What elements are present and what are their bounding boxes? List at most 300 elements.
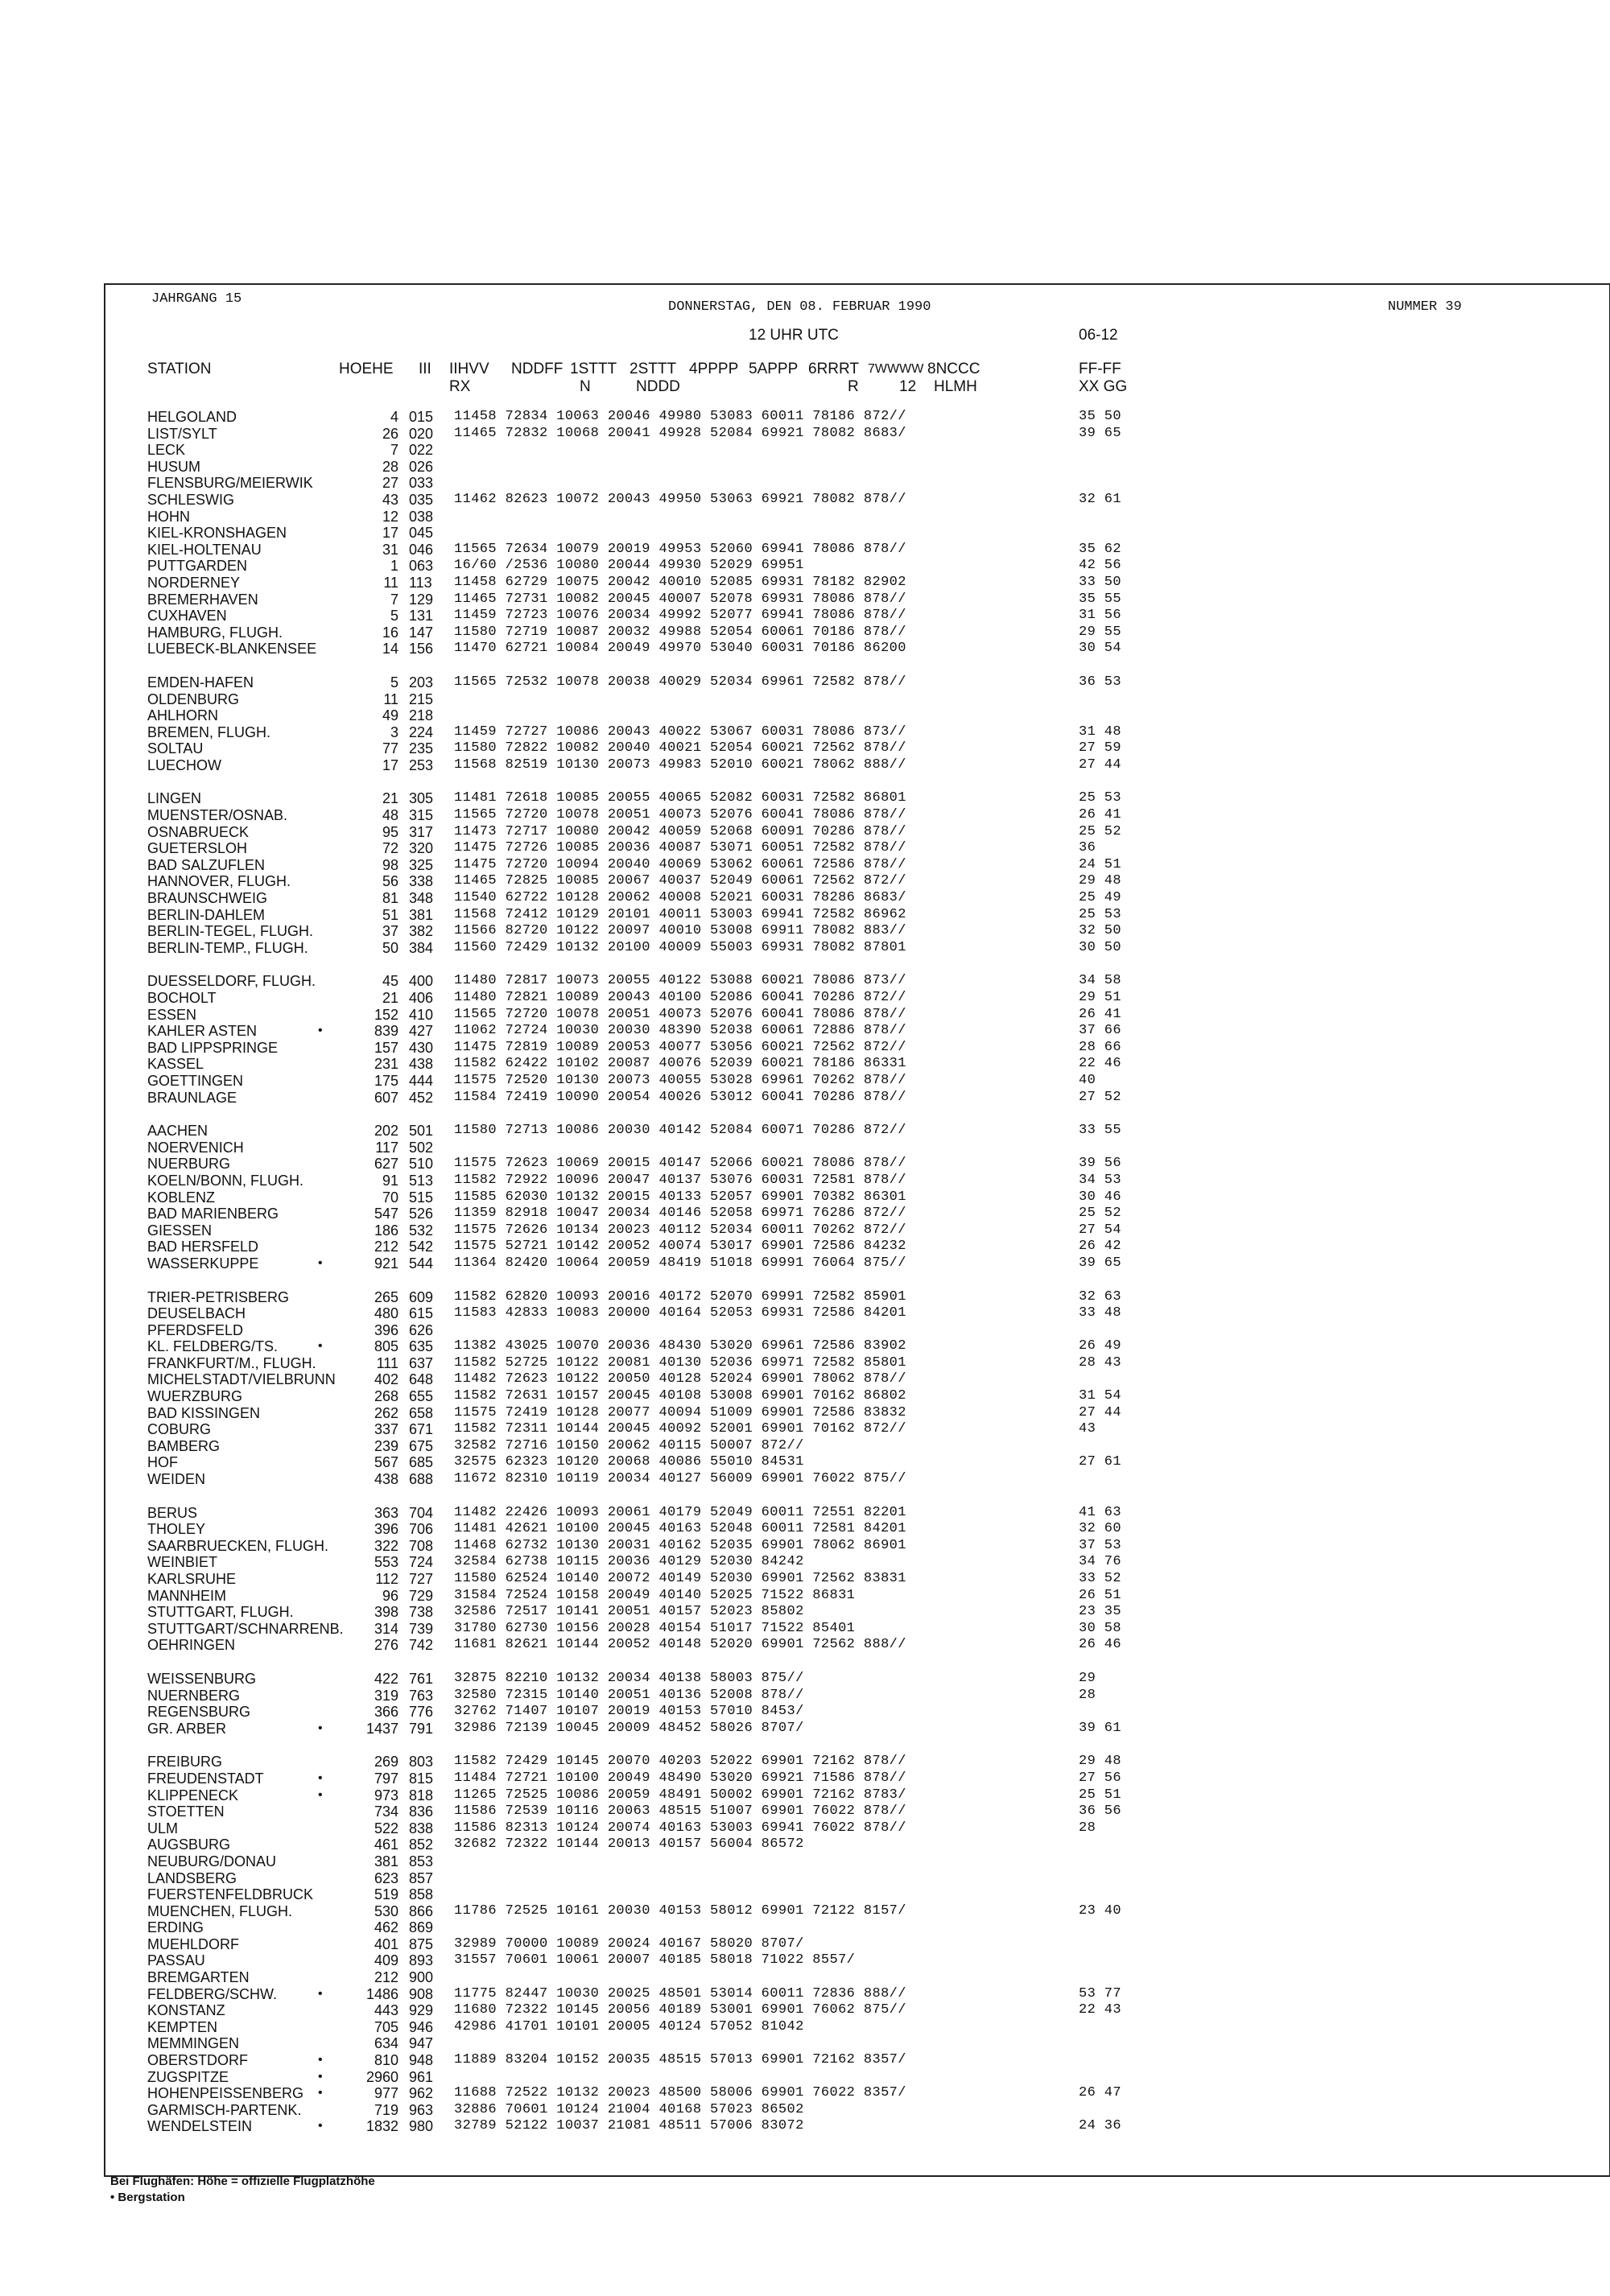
station-number: 317 <box>409 823 434 840</box>
wind-gust-groups: 29 51 <box>1079 990 1122 1005</box>
table-row <box>0 707 1610 724</box>
station-name: NUERNBERG <box>147 1687 241 1704</box>
table-row <box>0 1803 1610 1820</box>
station-height: 11 <box>383 574 398 591</box>
wind-gust-groups: 28 43 <box>1079 1354 1122 1371</box>
wind-gust-groups: 25 53 <box>1079 790 1122 806</box>
table-row <box>0 1388 1610 1405</box>
station-number: 763 <box>409 1687 434 1704</box>
station-height: 4 <box>390 409 398 425</box>
station-name: FELDBERG/SCHW. <box>147 1985 278 2002</box>
station-number: 526 <box>409 1206 434 1222</box>
station-name: AUGSBURG <box>147 1836 231 1853</box>
station-number: 776 <box>409 1704 434 1721</box>
wind-gust-groups: 35 55 <box>1079 591 1122 607</box>
observation-groups: 11575 72623 10069 20015 40147 52066 60021 78086 878// <box>454 1156 906 1172</box>
wind-gust-groups: 24 51 <box>1079 856 1122 872</box>
observation-groups: 11459 72723 10076 20034 49992 52077 69941 78086 878// <box>454 608 906 624</box>
table-row <box>0 674 1610 691</box>
station-name: SAARBRUECKEN, FLUGH. <box>147 1537 329 1554</box>
station-name: HELGOLAND <box>147 409 237 425</box>
col-rx: RX <box>449 378 471 395</box>
wind-gust-groups: 41 63 <box>1079 1504 1122 1520</box>
observation-groups: 32575 62323 10120 20068 40086 55010 84531 <box>454 1454 804 1470</box>
col-r: R <box>848 378 859 395</box>
table-row <box>0 592 1610 608</box>
observation-groups: 11484 72721 10100 20049 48490 53020 69921 71586 878// <box>454 1770 906 1786</box>
wind-gust-groups: 26 47 <box>1079 2085 1122 2101</box>
observation-groups: 31557 70601 10061 20007 40185 58018 71022 8557/ <box>454 1952 856 1968</box>
wind-gust-groups: 28 <box>1079 1820 1096 1836</box>
station-name: BRAUNSCHWEIG <box>147 890 268 907</box>
station-height: 381 <box>374 1853 398 1869</box>
station-name: KOELN/BONN, FLUGH. <box>147 1172 304 1189</box>
observation-groups: 32682 72322 10144 20013 40157 56004 86572 <box>454 1836 804 1853</box>
station-name: BERLIN-DAHLEM <box>147 906 266 923</box>
wind-gust-groups: 22 43 <box>1079 2002 1122 2018</box>
station-number: 609 <box>409 1288 434 1305</box>
station-height: 409 <box>374 1952 398 1969</box>
station-height: 567 <box>374 1454 398 1471</box>
station-number: 962 <box>409 2085 434 2102</box>
observation-groups: 11475 72819 10089 20053 40077 53056 60021 72562 872// <box>454 1039 906 1055</box>
station-height: 112 <box>375 1571 398 1587</box>
station-height: 14 <box>382 641 398 657</box>
station-name: KIEL-KRONSHAGEN <box>147 525 287 542</box>
station-number: 430 <box>409 1039 434 1056</box>
station-height: 839 <box>374 1023 398 1040</box>
station-name: LUEBECK-BLANKENSEE <box>147 641 317 657</box>
station-height: 973 <box>374 1787 398 1803</box>
station-height: 49 <box>382 707 398 724</box>
station-number: 113 <box>409 574 432 591</box>
table-row <box>0 1604 1610 1621</box>
observation-groups: 11786 72525 10161 20030 40153 58012 69901 72122 8157/ <box>454 1902 906 1919</box>
table-row <box>0 1538 1610 1555</box>
table-row <box>0 1438 1610 1455</box>
table-row <box>0 1505 1610 1522</box>
station-name: BREMGARTEN <box>147 1969 250 1986</box>
table-row <box>0 1056 1610 1073</box>
wind-gust-groups: 34 58 <box>1079 973 1122 989</box>
station-height: 77 <box>382 740 398 757</box>
station-name: CUXHAVEN <box>147 608 227 624</box>
table-row <box>0 1986 1610 2003</box>
station-height: 17 <box>382 756 398 773</box>
mountain-station-marker: • <box>318 1339 323 1354</box>
station-height: 12 <box>382 508 398 525</box>
station-height: 269 <box>374 1754 398 1770</box>
station-number: 215 <box>409 690 434 707</box>
observation-groups: 11582 52725 10122 20081 40130 52036 69971 72582 85801 <box>454 1354 906 1371</box>
col-hlmh: HLMH <box>934 378 977 395</box>
station-number: 857 <box>409 1869 434 1886</box>
observation-groups: 11568 82519 10130 20073 49983 52010 60021 78062 888// <box>454 756 906 773</box>
station-name: LIST/SYLT <box>147 425 217 442</box>
station-name: PFERDSFELD <box>147 1321 244 1338</box>
station-number: 671 <box>409 1421 434 1438</box>
table-row <box>0 2085 1610 2102</box>
wind-gust-groups: 31 54 <box>1079 1388 1122 1404</box>
station-number: 315 <box>409 807 434 824</box>
station-name: NORDERNEY <box>147 574 241 591</box>
station-height: 461 <box>374 1836 398 1853</box>
station-name: LINGEN <box>147 790 202 807</box>
observation-groups: 11580 72822 10082 20040 40021 52054 60021 72562 878// <box>454 740 906 756</box>
table-row <box>0 840 1610 857</box>
table-row <box>0 1405 1610 1422</box>
table-row <box>0 2052 1610 2069</box>
station-number: 635 <box>409 1338 434 1355</box>
wind-gust-groups: 32 61 <box>1079 491 1122 507</box>
station-height: 72 <box>382 840 398 857</box>
wind-gust-groups: 27 52 <box>1079 1089 1122 1105</box>
observation-groups: 11470 62721 10084 20049 49970 53040 60031 70186 86200 <box>454 641 906 657</box>
station-number: 253 <box>409 756 434 773</box>
jahrgang-label: JAHRGANG 15 <box>151 291 242 307</box>
observation-groups: 11582 72311 10144 20045 40092 52001 69901 70162 872// <box>454 1421 906 1437</box>
observation-groups: 11568 72412 10129 20101 40011 53003 69941 72582 86962 <box>454 906 906 922</box>
wind-gust-groups: 28 <box>1079 1687 1096 1703</box>
station-height: 396 <box>374 1521 398 1538</box>
station-name: SCHLESWIG <box>147 491 235 508</box>
station-height: 16 <box>382 624 398 641</box>
station-height: 734 <box>374 1803 398 1820</box>
station-height: 553 <box>374 1554 398 1571</box>
col-n: N <box>580 378 591 395</box>
station-name: AHLHORN <box>147 707 219 724</box>
station-number: 438 <box>409 1056 434 1073</box>
mountain-station-marker: • <box>318 1024 323 1038</box>
station-name: MUENCHEN, FLUGH. <box>147 1902 293 1919</box>
station-height: 212 <box>374 1239 398 1255</box>
wind-gust-groups: 23 40 <box>1079 1902 1122 1919</box>
observation-groups: 11565 72720 10078 20051 40073 52076 60041 78086 878// <box>454 807 906 823</box>
mountain-station-marker: • <box>318 1721 323 1735</box>
wind-gust-groups: 27 59 <box>1079 740 1122 756</box>
table-row <box>0 492 1610 509</box>
observation-groups: 11480 72821 10089 20043 40100 52086 60041 70286 872// <box>454 990 906 1005</box>
station-number: 803 <box>409 1754 434 1770</box>
station-height: 337 <box>374 1421 398 1438</box>
station-name: DUESSELDORF, FLUGH. <box>147 973 316 990</box>
station-number: 305 <box>409 790 434 807</box>
observation-groups: 32875 82210 10132 20034 40138 58003 875// <box>454 1670 804 1686</box>
station-number: 675 <box>409 1437 434 1454</box>
observation-groups: 11475 72726 10085 20036 40087 53071 60051 72582 878// <box>454 840 906 856</box>
observation-groups: 32762 71407 10107 20019 40153 57010 8453/ <box>454 1704 804 1720</box>
station-name: NEUBURG/DONAU <box>147 1853 277 1869</box>
wind-gust-groups: 27 61 <box>1079 1454 1122 1470</box>
wind-gust-groups: 31 56 <box>1079 608 1122 624</box>
station-height: 977 <box>374 2085 398 2102</box>
wind-gust-groups: 29 48 <box>1079 1754 1122 1770</box>
station-height: 276 <box>374 1637 398 1654</box>
station-number: 648 <box>409 1371 434 1388</box>
table-row <box>0 1770 1610 1787</box>
wind-gust-groups: 30 50 <box>1079 939 1122 955</box>
station-name: BREMERHAVEN <box>147 591 258 608</box>
station-name: FLENSBURG/MEIERWIK <box>147 475 313 492</box>
table-row <box>0 1919 1610 1936</box>
table-row <box>0 1421 1610 1438</box>
observation-groups: 11480 72817 10073 20055 40122 53088 60021 78086 873// <box>454 973 906 989</box>
wind-gust-groups: 27 44 <box>1079 1404 1122 1420</box>
station-name: DEUSELBACH <box>147 1305 246 1322</box>
station-name: STOETTEN <box>147 1803 225 1820</box>
station-number: 410 <box>409 1006 434 1023</box>
observation-groups: 11585 62030 10132 20015 40133 52057 69901 70382 86301 <box>454 1189 906 1205</box>
station-name: MANNHEIM <box>147 1587 226 1604</box>
observation-groups: 11540 62722 10128 20062 40008 52021 60031 78286 8683/ <box>454 890 906 906</box>
station-height: 480 <box>374 1305 398 1322</box>
table-row <box>0 757 1610 774</box>
station-name: GUETERSLOH <box>147 840 248 857</box>
observation-groups: 32886 70601 10124 21004 40168 57023 86502 <box>454 2101 804 2117</box>
station-name: KAHLER ASTEN <box>147 1023 258 1040</box>
mountain-station-marker: • <box>318 2119 323 2133</box>
observation-groups: 11566 82720 10122 20097 40010 53008 69911 78082 883// <box>454 923 906 939</box>
observation-groups: 11586 72539 10116 20063 48515 51007 69901 76022 878// <box>454 1803 906 1820</box>
table-row <box>0 1820 1610 1837</box>
wind-gust-groups: 42 56 <box>1079 558 1122 574</box>
table-row <box>0 890 1610 907</box>
table-row <box>0 1305 1610 1322</box>
station-name: MUENSTER/OSNAB. <box>147 807 288 824</box>
station-number: 384 <box>409 939 434 956</box>
station-name: GARMISCH-PARTENK. <box>147 2101 302 2118</box>
station-height: 91 <box>382 1172 398 1189</box>
observation-groups: 11580 72719 10087 20032 49988 52054 60061 70186 878// <box>454 624 906 640</box>
station-name: HAMBURG, FLUGH. <box>147 624 283 641</box>
wind-gust-groups: 31 48 <box>1079 723 1122 740</box>
table-row <box>0 426 1610 443</box>
station-number: 544 <box>409 1255 434 1272</box>
table-row <box>0 1189 1610 1206</box>
observation-groups: 11459 72727 10086 20043 40022 53067 60031 78086 873// <box>454 723 906 740</box>
table-row <box>0 1255 1610 1272</box>
wind-gust-groups: 39 65 <box>1079 1255 1122 1271</box>
station-number: 948 <box>409 2052 434 2069</box>
station-name: WUERZBURG <box>147 1388 242 1405</box>
station-name: MUEHLDORF <box>147 1935 240 1952</box>
station-height: 37 <box>382 923 398 940</box>
station-name: MICHELSTADT/VIELBRUNN <box>147 1371 336 1388</box>
wind-gust-groups: 35 62 <box>1079 541 1122 557</box>
observation-groups: 11580 72713 10086 20030 40142 52084 60071 70286 872// <box>454 1123 906 1139</box>
table-row <box>0 2118 1610 2135</box>
station-height: 43 <box>382 491 398 508</box>
observation-groups: 11575 72520 10130 20073 40055 53028 69961 70262 878// <box>454 1072 906 1088</box>
station-name: HOF <box>147 1454 178 1471</box>
station-name: THOLEY <box>147 1521 206 1538</box>
station-number: 147 <box>409 624 434 641</box>
wind-gust-groups: 25 49 <box>1079 890 1122 906</box>
station-name: KIEL-HOLTENAU <box>147 541 262 558</box>
station-number: 156 <box>409 641 434 657</box>
station-number: 501 <box>409 1123 434 1140</box>
table-row <box>0 1206 1610 1222</box>
table-row <box>0 1886 1610 1903</box>
station-number: 046 <box>409 541 434 558</box>
station-number: 706 <box>409 1521 434 1538</box>
station-height: 5 <box>390 674 398 690</box>
table-row <box>0 1671 1610 1688</box>
wind-gust-groups: 27 56 <box>1079 1770 1122 1786</box>
col-12: 12 <box>899 378 917 395</box>
table-row <box>0 1322 1610 1339</box>
table-row <box>0 1355 1610 1372</box>
station-height: 96 <box>382 1587 398 1604</box>
station-name: ULM <box>147 1820 179 1836</box>
station-name: BERLIN-TEMP., FLUGH. <box>147 939 308 956</box>
table-row <box>0 1007 1610 1024</box>
observation-groups: 11565 72720 10078 20051 40073 52076 60041 78086 878// <box>454 1006 906 1022</box>
wind-gust-groups: 36 53 <box>1079 674 1122 690</box>
wind-gust-groups: 33 55 <box>1079 1123 1122 1139</box>
station-table <box>0 409 1610 2135</box>
station-number: 947 <box>409 2035 434 2052</box>
observation-groups: 11586 82313 10124 20074 40163 53003 69941 76022 878// <box>454 1820 906 1836</box>
observation-groups: 11359 82918 10047 20034 40146 52058 69971 76286 872// <box>454 1206 906 1222</box>
station-name: HOHENPEISSENBERG <box>147 2085 304 2102</box>
col-nddff: NDDFF <box>511 361 564 377</box>
station-name: REGENSBURG <box>147 1704 251 1721</box>
col-1sttt: 1STTT <box>570 361 617 377</box>
station-number: 510 <box>409 1156 434 1173</box>
table-row <box>0 525 1610 542</box>
table-row <box>0 824 1610 841</box>
table-row <box>0 2002 1610 2019</box>
station-number: 532 <box>409 1222 434 1239</box>
wind-gust-groups: 39 56 <box>1079 1156 1122 1172</box>
station-height: 212 <box>374 1969 398 1986</box>
station-height: 265 <box>374 1288 398 1305</box>
date-label: DONNERSTAG, DEN 08. FEBRUAR 1990 <box>668 299 931 315</box>
wind-gust-groups: 27 44 <box>1079 756 1122 773</box>
station-number: 946 <box>409 2018 434 2035</box>
station-name: EMDEN-HAFEN <box>147 674 254 690</box>
station-height: 319 <box>374 1687 398 1704</box>
station-number: 406 <box>409 990 434 1006</box>
wind-gust-groups: 39 61 <box>1079 1720 1122 1736</box>
table-row <box>0 1338 1610 1355</box>
station-height: 547 <box>374 1206 398 1222</box>
station-height: 186 <box>374 1222 398 1239</box>
station-name: BAD SALZUFLEN <box>147 856 266 873</box>
wind-gust-groups: 29 <box>1079 1670 1096 1686</box>
period-label: 06-12 <box>1079 327 1118 344</box>
station-name: WEISSENBURG <box>147 1670 257 1687</box>
station-height: 462 <box>374 1919 398 1936</box>
station-height: 152 <box>374 1006 398 1023</box>
station-height: 1832 <box>365 2118 398 2135</box>
station-number: 704 <box>409 1504 434 1521</box>
table-row <box>0 1704 1610 1721</box>
wind-gust-groups: 30 54 <box>1079 641 1122 657</box>
wind-gust-groups: 25 53 <box>1079 906 1122 922</box>
station-name: NOERVENICH <box>147 1139 244 1156</box>
wind-gust-groups: 26 41 <box>1079 1006 1122 1022</box>
station-height: 438 <box>374 1471 398 1488</box>
station-number: 875 <box>409 1935 434 1952</box>
observation-groups: 32580 72315 10140 20051 40136 52008 878// <box>454 1687 804 1703</box>
table-row <box>0 807 1610 824</box>
station-number: 869 <box>409 1919 434 1936</box>
table-row <box>0 442 1610 459</box>
wind-gust-groups: 25 51 <box>1079 1787 1122 1803</box>
table-row <box>0 724 1610 741</box>
station-name: LUECHOW <box>147 756 222 773</box>
table-row <box>0 691 1610 708</box>
wind-gust-groups: 25 52 <box>1079 823 1122 839</box>
station-height: 7 <box>390 591 398 608</box>
station-height: 797 <box>374 1770 398 1787</box>
station-height: 95 <box>382 823 398 840</box>
station-name: KEMPTEN <box>147 2018 218 2035</box>
station-height: 401 <box>374 1935 398 1952</box>
observation-groups: 11481 72618 10085 20055 40065 52082 60031 72582 86801 <box>454 790 906 806</box>
station-height: 398 <box>374 1604 398 1621</box>
station-height: 56 <box>382 873 398 890</box>
wind-gust-groups: 37 53 <box>1079 1537 1122 1553</box>
wind-gust-groups: 27 54 <box>1079 1222 1122 1238</box>
station-height: 921 <box>374 1255 398 1272</box>
station-number: 963 <box>409 2101 434 2118</box>
observation-groups: 11582 72922 10096 20047 40137 53076 60031 72581 878// <box>454 1172 906 1188</box>
table-row <box>0 1239 1610 1255</box>
wind-gust-groups: 24 36 <box>1079 2118 1122 2134</box>
observation-groups: 11582 72429 10145 20070 40203 52022 69901 72162 878// <box>454 1754 906 1770</box>
station-number: 382 <box>409 923 434 940</box>
wind-gust-groups: 25 52 <box>1079 1206 1122 1222</box>
table-row <box>0 608 1610 624</box>
station-height: 805 <box>374 1338 398 1355</box>
observation-groups: 11473 72717 10080 20042 40059 52068 60091 70286 878// <box>454 823 906 839</box>
station-name: KARLSRUHE <box>147 1571 237 1587</box>
observation-groups: 11584 72419 10090 20054 40026 53012 60041 70286 878// <box>454 1089 906 1105</box>
station-name: BAD MARIENBERG <box>147 1206 279 1222</box>
observation-groups: 11582 62422 10102 20087 40076 52039 60021 78186 86331 <box>454 1056 906 1072</box>
station-height: 522 <box>374 1820 398 1836</box>
station-number: 742 <box>409 1637 434 1654</box>
table-row <box>0 1637 1610 1654</box>
station-number: 615 <box>409 1305 434 1322</box>
station-height: 262 <box>374 1404 398 1421</box>
station-number: 022 <box>409 442 434 459</box>
mountain-station-marker: • <box>318 1986 323 2001</box>
station-number: 033 <box>409 475 434 492</box>
station-height: 705 <box>374 2018 398 2035</box>
observation-groups: 32986 72139 10045 20009 48452 58026 8707/ <box>454 1720 804 1736</box>
wind-gust-groups: 39 65 <box>1079 425 1122 441</box>
station-number: 739 <box>409 1620 434 1637</box>
station-name: KASSEL <box>147 1056 204 1073</box>
observation-groups: 11575 72626 10134 20023 40112 52034 60011 70262 872// <box>454 1222 906 1238</box>
station-height: 117 <box>375 1139 398 1156</box>
station-name: BRAUNLAGE <box>147 1089 237 1106</box>
footnote-airports: Bei Flughäfen: Höhe = offizielle Flugplatzhöhe <box>110 2174 375 2188</box>
issue-number: NUMMER 39 <box>1388 299 1462 315</box>
station-number: 688 <box>409 1471 434 1488</box>
station-number: 452 <box>409 1089 434 1106</box>
observation-groups: 11560 72429 10132 20100 40009 55003 69931 78082 87801 <box>454 939 906 955</box>
table-row <box>0 1040 1610 1057</box>
col-hoehe: HOEHE <box>339 361 394 377</box>
wind-gust-groups: 33 50 <box>1079 574 1122 590</box>
station-number: 900 <box>409 1969 434 1986</box>
table-row <box>0 1156 1610 1173</box>
